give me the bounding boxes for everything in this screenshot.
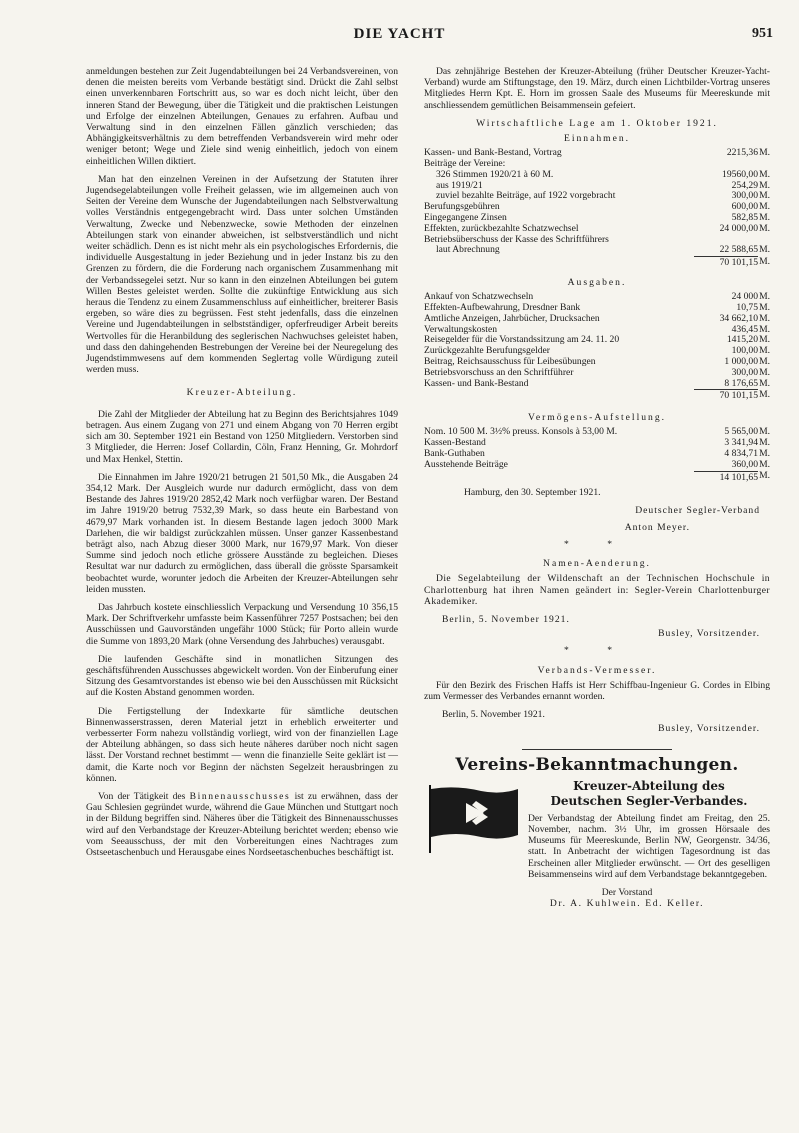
- table-row: [424, 390, 770, 402]
- row-amount: 436,45: [731, 323, 758, 335]
- row-label: Amtliche Anzeigen, Jahrbücher, Drucksachen: [424, 312, 600, 324]
- row-amount: 19560,00: [722, 168, 758, 180]
- row-label: Bank-Guthaben: [424, 447, 485, 459]
- row-amount: 24 000: [731, 291, 758, 303]
- paragraph: Das zehnjährige Bestehen der Kreuzer-Abteilung (früher Deutscher Kreuzer-Yacht-Verband) wurde am Stiftungstage, den 19. März, durch einen Lichtbilder-Vortrag unseres Mitgliedes Herrn Kpt. E. Horn im grossen Saale des Museums für Meereskunde mit anschliessendem gemütlichen Beisammensein gefeiert.: [424, 66, 770, 111]
- currency: M.: [759, 437, 770, 449]
- paragraph: Der Verbandstag der Abteilung findet am Freitag, den 25. November, nachm. 3½ Uhr, im grossen Hörsaale des Museums für Meereskunde, Berlin NW, Georgenstr. 34/36, statt. In Anbetracht der wichtigen Tagesordnung ist das Erscheinen aller Mitglieder erwünscht. — Ort des geselligen Beisammenseins wird auf dem Verbandstage bekanntgegeben.: [528, 812, 770, 880]
- row-amount: 300,00: [731, 190, 758, 202]
- income-heading: Einnahmen.: [563, 133, 631, 145]
- board-signatures: Dr. A. Kuhlwein. Ed. Keller.: [549, 898, 705, 910]
- currency: M.: [759, 345, 770, 357]
- paragraph: Die laufenden Geschäfte sind in monatlichen Sitzungen des geschäftsführenden Ausschusses abgewickelt worden. Von der Einberufung einer Sitzung des Gesamtvorstandes ist ebenso wie bei den Ausschüssen mit Rücksicht auf die Kosten Abstand genommen worden.: [86, 653, 398, 699]
- row-amount: 22 588,65: [694, 245, 758, 256]
- right-column: [424, 66, 770, 909]
- income-total: 70 101,15: [719, 257, 758, 269]
- row-label: Betriebsvorschuss an den Schriftführer: [424, 366, 574, 378]
- table-row: [424, 245, 770, 256]
- row-label: Reisegelder für die Vorstandssitzung am 24. 11. 20: [424, 334, 620, 346]
- table-row: [424, 471, 770, 483]
- table-row: [424, 460, 770, 471]
- row-amount: 100,00: [731, 345, 758, 357]
- row-label: Nom. 10 500 M. 3½% preuss. Konsols à 53,00 M.: [424, 426, 618, 438]
- emphasis: Binnenausschusses: [189, 790, 291, 802]
- currency: M.: [759, 366, 770, 378]
- row-label: aus 1919/21: [436, 179, 483, 191]
- page-header: [0, 26, 799, 50]
- currency: M.: [759, 244, 770, 256]
- currency: M.: [759, 377, 770, 389]
- row-label: Verwaltungskosten: [424, 323, 498, 335]
- row-amount: 10,75: [736, 301, 758, 313]
- row-label: laut Abrechnung: [436, 244, 500, 256]
- currency: M.: [759, 201, 770, 213]
- table-row: [424, 257, 770, 269]
- paragraph: Das Jahrbuch kostete einschliesslich Verpackung und Versendung 10 356,15 Mark. Der Schriftverkehr umfasste beim Kassenführer 7257 Postsachen; bei den Ausschüssen und Gauvorständen ungefähr 1000 Stück; für Porto allein wurde die Summe von 1893,20 Mark (ohne Versendung des Jahrbuches) verausgabt.: [86, 601, 398, 647]
- expense-heading: Ausgaben.: [567, 276, 627, 288]
- dateline: Berlin, 5. November 1921.: [442, 709, 545, 721]
- currency: M.: [759, 470, 770, 482]
- row-label: Eingegangene Zinsen: [424, 212, 507, 223]
- row-amount: 254,29: [731, 179, 758, 191]
- currency: M.: [759, 447, 770, 459]
- place-date: Hamburg, den 30. September 1921.: [464, 487, 601, 499]
- row-label: Zurückgezahlte Berufungsgelder: [424, 345, 550, 357]
- separator-stars: * *: [564, 645, 630, 657]
- paragraph: Die Segelabteilung der Wildenschaft an der Technischen Hochschule in Charlottenburg hat ihren Namen geändert in: Segler-Verein Charlottenburger Akademiker.: [424, 573, 770, 607]
- currency: M.: [759, 426, 770, 438]
- row-label: Effekten-Aufbewahrung, Dresdner Bank: [424, 301, 581, 313]
- row-label: zuviel bezahlte Beiträge, auf 1922 vorgebracht: [436, 190, 616, 202]
- currency: M.: [759, 179, 770, 191]
- dateline: Berlin, 5. November 1921.: [442, 613, 570, 625]
- notices-heading: Vereins-Bekanntmachungen.: [455, 754, 739, 775]
- assets-total: 14 101,65: [719, 471, 758, 483]
- table-row: [424, 368, 770, 379]
- row-amount: 34 662,10: [719, 312, 758, 324]
- paragraph: anmeldungen bestehen zur Zeit Jugendabteilungen bei 24 Verbandsvereinen, von denen die meisten bereits vom Verbande bestätigt sind. Drückt die Zahl selbst einen unverkennbaren Fortschritt aus, so war es doch nicht leicht, über den inneren Stand der Bewegung, über die Tätigkeit und die praktischen Leistungen und Erfolge der einzelnen Abteilungen, Genaues zu erfahren. Aufbau und Verwaltung sind in den einzelnen Fällen gänzlich verschieden; das Abhängigkeitsverhältnis zu dem betreffenden Verbandsverein wird mehr oder weniger betont; Wege und Ziele sind wenig einheitlich, jedoch von einem einheitlichen Willen diktiert.: [86, 66, 398, 167]
- table-row: [424, 379, 770, 390]
- row-label: Kassen- und Bank-Bestand: [424, 377, 529, 389]
- row-label: Ausstehende Beiträge: [424, 458, 508, 470]
- table-cell: [424, 257, 694, 269]
- page-number: 951: [752, 26, 773, 41]
- text-run: Von der Tätigkeit des: [98, 790, 186, 802]
- paragraph: Für den Bezirk des Frischen Haffs ist Herr Schiffbau-Ingenieur G. Cordes in Elbing zum Vermesser des Verbandes ernannt worden.: [424, 679, 770, 702]
- left-column: [86, 66, 398, 865]
- table-row: [424, 224, 770, 235]
- club-flag-icon: [426, 783, 522, 853]
- currency: M.: [759, 222, 770, 234]
- row-label: Beiträge der Vereine:: [424, 158, 506, 170]
- notice-body: [528, 813, 770, 880]
- table-cell: [424, 471, 694, 483]
- row-label: Betriebsüberschuss der Kasse des Schriftführers: [424, 233, 609, 245]
- notice-title: Kreuzer-Abteilung des: [573, 778, 725, 793]
- row-label: Berufungsgebühren: [424, 201, 500, 213]
- row-amount: 24 000,00: [719, 222, 758, 234]
- paragraph: [86, 791, 398, 858]
- table-cell: [424, 390, 694, 402]
- assets-table: [424, 427, 770, 483]
- row-label: Kassen-Bestand: [424, 437, 486, 449]
- organization-name: Deutscher Segler-Verband: [635, 504, 760, 516]
- surveyor-heading: Verbands-Vermesser.: [537, 664, 657, 676]
- row-amount: 2215,36: [726, 147, 758, 159]
- currency: M.: [759, 168, 770, 180]
- row-amount: 5 565,00: [724, 426, 758, 438]
- signature: Busley, Vorsitzender.: [658, 723, 760, 735]
- separator-stars: * *: [564, 538, 630, 550]
- currency: M.: [759, 458, 770, 470]
- text-run: ist zu erwähnen, dass der Gau Schlesien gegründet wurde, während die Gaue München und Stuttgart noch in der Bildung begriffen sind. Näheres über die Tätigkeit des Binnenausschusses wird auf den Verbandstage der Kreuzer-Abteilung berichtet werden; ebenso wie vom Seeausschuss, der mit den Vorbereitungen eines Nachtrages zum Ostseetaschenbuch und Herausgabe eines Nordseetaschenbuches beschäftigt ist.: [86, 790, 399, 858]
- row-amount: 600,00: [731, 201, 758, 213]
- income-table: [424, 148, 770, 269]
- row-amount: 3 341,94: [724, 437, 758, 449]
- currency: M.: [759, 147, 770, 159]
- row-label: Effekten, zurückbezahlte Schatzwechsel: [424, 222, 579, 234]
- row-amount: 4 834,71: [724, 447, 758, 459]
- row-label: Beitrag, Reichsausschuss für Leibesübungen: [424, 355, 596, 367]
- row-amount: 582,85: [731, 212, 758, 223]
- section-heading: Kreuzer-Abteilung.: [186, 387, 298, 399]
- journal-title: DIE YACHT: [353, 26, 446, 42]
- notice-subtitle: Deutschen Segler-Verbandes.: [550, 793, 748, 808]
- currency: M.: [759, 312, 770, 324]
- paragraph: Die Zahl der Mitglieder der Abteilung hat zu Beginn des Berichtsjahres 1049 betragen. Aus einem Zugang von 271 und einem Abgang von 70 Herren ergibt sich am 30. September 1921 ein Bestand von 1250 Mitgliedern. Verstorben sind 3 Mitglieder, die Herren: Josef Collardin, Cöln, Franz Henning, Gr. Mohrdorf und Max Henkel, Stettin.: [86, 408, 398, 465]
- table-row: [424, 314, 770, 325]
- divider: [522, 749, 672, 750]
- row-label: Kassen- und Bank-Bestand, Vortrag: [424, 147, 562, 159]
- currency: M.: [759, 291, 770, 303]
- row-amount: 360,00: [694, 460, 758, 471]
- currency: M.: [759, 190, 770, 202]
- assets-heading: Vermögens-Aufstellung.: [527, 412, 667, 424]
- paragraph: Die Einnahmen im Jahre 1920/21 betrugen 21 501,50 Mk., die Ausgaben 24 354,12 Mark. Der Ausgleich wurde nur dadurch ermöglicht, dass von dem Bestande des Jahres 1919/20 2852,42 Mark noch verfügbar waren. Der Bestand im Jahre 1919/20 betrug 7532,39 Mark, so dass heute ein Barbestand von 4679,97 Mark vorhanden ist. In diesem Bestande lagen jedoch 3000 Mark Darlehen, die wir baldigst zurückzahlen müssen. Unser ganzer Kassenbestand beträgt also, nach Abzug dieser 3000 Mark, nur 1679,97 Mark. Von dieser Summe sind jedoch noch etliche grössere Ausstände zu begleichen. Dieses Resultat war nur dadurch zu ermöglichen, dass überall die grösste Sparsamkeit beobachtet wurde, worunter jedoch die Arbeiten der Kreuzer-Abteilungen sehr leiden mussten.: [86, 471, 398, 595]
- signature: Busley, Vorsitzender.: [658, 628, 760, 640]
- row-amount: 1415,20: [726, 334, 758, 346]
- row-amount: 8 176,65: [694, 379, 758, 390]
- finance-heading: Wirtschaftliche Lage am 1. Oktober 1921.: [476, 117, 718, 129]
- paragraph: Die Fertigstellung der Indexkarte für sämtliche deutschen Binnenwasserstrassen, deren Material jetzt in erheblich erweiterter und verbesserter Form nahezu vollständig vorliegt, wird von der finanziellen Lage der Abteilung abhängen, so dass sich heute näheres darüber noch nicht sagen lässt. Der Vorstand rechnet bestimmt — wenn die finanzielle Seite geklärt ist — damit, die Karte noch vor Beginn der nächsten Segelzeit herausbringen zu können.: [86, 705, 398, 784]
- currency: M.: [759, 255, 770, 267]
- currency: M.: [759, 334, 770, 346]
- row-amount: 1 000,00: [724, 355, 758, 367]
- currency: M.: [759, 212, 770, 223]
- board-label: Der Vorstand: [601, 887, 653, 899]
- currency: M.: [759, 355, 770, 367]
- paragraph: Man hat den einzelnen Vereinen in der Aufsetzung der Statuten ihrer Jugendsegelabteilungen volle Freiheit gelassen, wie im allgemeinen auch von Seiten der Vereine dem Wunsche der Jugendabteilungen nach Selbstverwaltung volles Verständnis entgegengebracht wird. Dass unter solchen Umständen Verwaltung, Zwecke und Nebenzwecke, sowie Methoden der einzelnen Abteilungen stark von einander abweichen, ist selbstverständlich und nicht weiter schädlich. Denn es ist nicht mehr als ein psychologisches Erfordernis, die individuelle Ausgestaltung in jeder Beziehung und in jeder Instanz bis zu den Grenzen zu fördern, die die Forderung nach organischem Zusammenhang mit der Verbandssegelei setzt. Nur so kann in den einzelnen Abteilungen bei gutem Willen Bestes geleistet werden. Sollte die zukünftige Entwicklung aus sich heraus die Tendenz zu einem Zusammenschluss auf einheitlicher, breiterer Basis ergeben, so wäre dies zu begrüssen. Fest steht jedenfalls, dass die einzelnen Vereine und Jugendabteilungen in selbstständiger, opferfreudiger Arbeit bereits Wertvolles für die Heranbildung des seglerischen Nachwuchses geleistet haben, und dass den dahingehenden Bestrebungen der Vereine bei der Neuregelung des Jugendstimmwesens auf dem kommenden Seglertag volle Würdigung zuteil werden muss.: [86, 173, 398, 376]
- currency: M.: [759, 323, 770, 335]
- table-row: [424, 170, 770, 181]
- row-label: Ankauf von Schatzwechseln: [424, 291, 534, 303]
- rename-heading: Namen-Aenderung.: [543, 558, 651, 570]
- signer-name: Anton Meyer.: [624, 521, 690, 533]
- row-amount: 300,00: [731, 366, 758, 378]
- expense-table: [424, 292, 770, 402]
- currency: M.: [759, 301, 770, 313]
- expense-total: 70 101,15: [719, 390, 758, 402]
- currency: M.: [759, 388, 770, 400]
- notice-block: [424, 779, 770, 910]
- row-label: 326 Stimmen 1920/21 à 60 M.: [436, 168, 554, 180]
